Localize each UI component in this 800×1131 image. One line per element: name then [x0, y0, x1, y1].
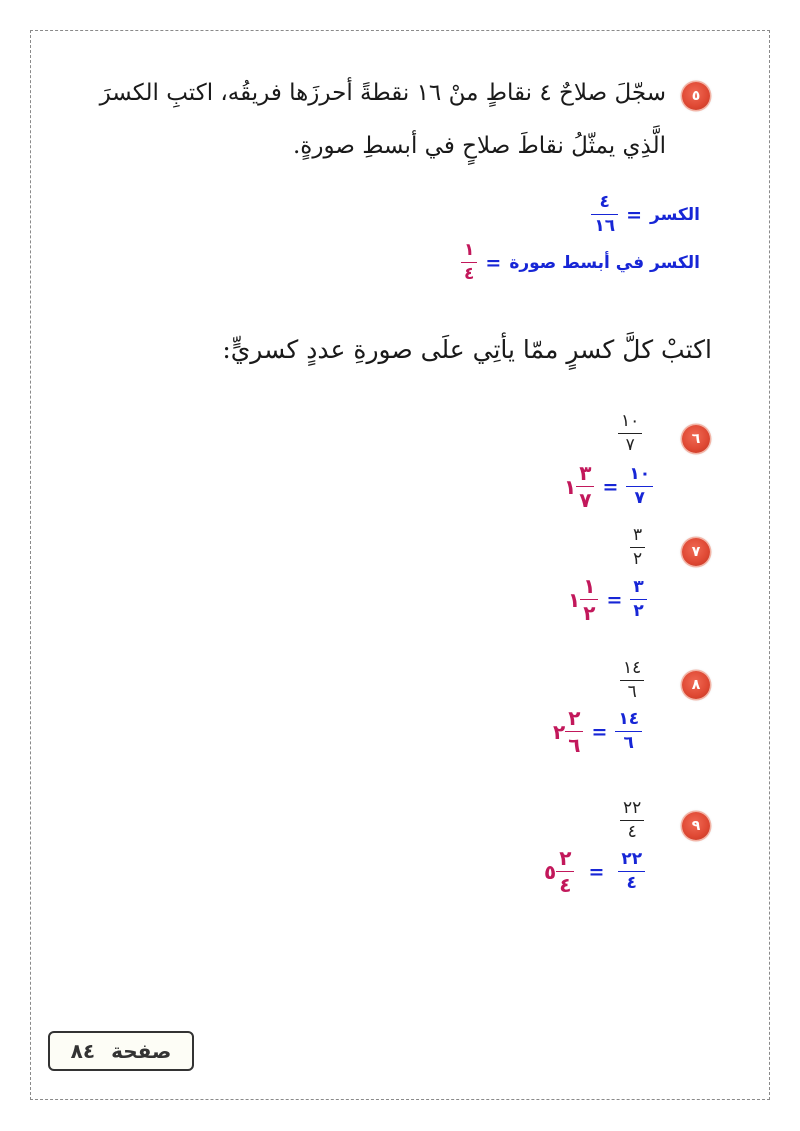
problem-7-answer [568, 576, 647, 623]
fraction-denominator: ٦ [623, 733, 634, 753]
mixed-fraction [576, 463, 594, 510]
problem-7-number: ٧ [691, 544, 701, 560]
equals-sign: = [485, 251, 502, 274]
problem-7-number-badge [682, 538, 710, 566]
fraction-denominator: ٢ [633, 549, 643, 569]
mixed-number [568, 576, 598, 623]
fraction-numerator: ١٤ [618, 709, 640, 729]
problem-9-answer [544, 848, 645, 895]
equals-sign: = [602, 475, 619, 498]
page-number-label [48, 1031, 194, 1071]
fraction-denominator: ٧ [634, 488, 645, 508]
fraction-numerator: ١٠ [629, 464, 651, 484]
problem-5-answer-simplest [461, 242, 700, 283]
fraction-numerator: ٣ [579, 461, 592, 485]
problem-8-fraction [620, 660, 644, 701]
fraction-numerator: ١ [583, 574, 596, 598]
mixed-fraction [556, 848, 574, 895]
simplest-fraction [461, 242, 477, 283]
mixed-number [544, 848, 574, 895]
problem-6-number: ٦ [691, 431, 701, 447]
problem-6-answer [564, 463, 653, 510]
worksheet-page [30, 30, 770, 1100]
answer-fraction-label: الكسر [650, 204, 700, 225]
page-number: ٨٤ [70, 1039, 96, 1063]
equals-sign: = [591, 720, 608, 743]
fraction-numerator: ١ [464, 240, 475, 260]
equals-sign: = [588, 860, 605, 883]
mixed-number [564, 463, 594, 510]
problem-8-answer [553, 708, 642, 755]
improper-fraction [618, 851, 645, 892]
fraction-denominator: ٢ [583, 601, 596, 625]
equals-sign: = [626, 203, 643, 226]
fraction-denominator: ١٦ [594, 216, 616, 236]
fraction-numerator: ١٠ [621, 411, 640, 431]
problem-8-number: ٨ [691, 677, 701, 693]
fraction-denominator: ٤ [464, 264, 475, 284]
fraction-denominator: ٤ [627, 822, 637, 842]
problem-9-number-badge [682, 812, 710, 840]
section-instruction: اكتبْ كلَّ كسرٍ ممّا يأتِي علَى صورةِ عددٍ كسريٍّ: [222, 335, 712, 364]
improper-fraction [630, 579, 646, 620]
mixed-fraction [565, 708, 583, 755]
problem-5-line-2: الَّذِي يمثّلُ نقاطَ صلاحٍ في أبسطِ صورةٍ. [293, 133, 666, 159]
fraction-numerator: ١٤ [623, 658, 642, 678]
problem-6-number-badge [682, 425, 710, 453]
problem-5-line-1: سجّلَ صلاحٌ ٤ نقاطٍ منْ ١٦ نقطةً أحرزَها فريقُه، اكتبِ الكسرَ [99, 80, 666, 106]
fraction-denominator: ٤ [559, 873, 572, 897]
fraction-numerator: ٣ [633, 577, 644, 597]
fraction-numerator: ٣ [633, 525, 643, 545]
fraction-denominator: ٧ [625, 435, 635, 455]
fraction-denominator: ٧ [579, 488, 592, 512]
problem-7-fraction [630, 527, 645, 568]
problem-9-number: ٩ [691, 818, 701, 834]
whole-part: ١ [568, 587, 581, 612]
whole-part: ٥ [544, 859, 557, 884]
fraction-numerator: ٢ [568, 706, 581, 730]
equals-sign: = [606, 588, 623, 611]
fraction-numerator: ٢٢ [621, 849, 643, 869]
problem-8-number-badge [682, 671, 710, 699]
fraction-numerator: ٢ [559, 846, 572, 870]
problem-9-fraction [620, 800, 644, 841]
problem-6-fraction [618, 413, 642, 454]
problem-5-answer-fraction [591, 194, 700, 235]
fraction-denominator: ٤ [626, 873, 637, 893]
fraction-denominator: ٢ [633, 601, 644, 621]
whole-part: ١ [564, 474, 577, 499]
improper-fraction [615, 711, 642, 752]
whole-part: ٢ [553, 719, 566, 744]
problem-5-number-badge [682, 82, 710, 110]
fraction-numerator: ٤ [599, 192, 610, 212]
mixed-number [553, 708, 583, 755]
problem-5-number: ٥ [691, 88, 701, 104]
answer-fraction [591, 194, 618, 235]
answer-simplest-label: الكسر في أبسط صورة [509, 252, 700, 273]
mixed-fraction [580, 576, 598, 623]
fraction-numerator: ٢٢ [623, 798, 642, 818]
fraction-denominator: ٦ [568, 733, 581, 757]
fraction-denominator: ٦ [627, 682, 637, 702]
improper-fraction [626, 466, 653, 507]
page-word: صفحة [111, 1039, 172, 1063]
